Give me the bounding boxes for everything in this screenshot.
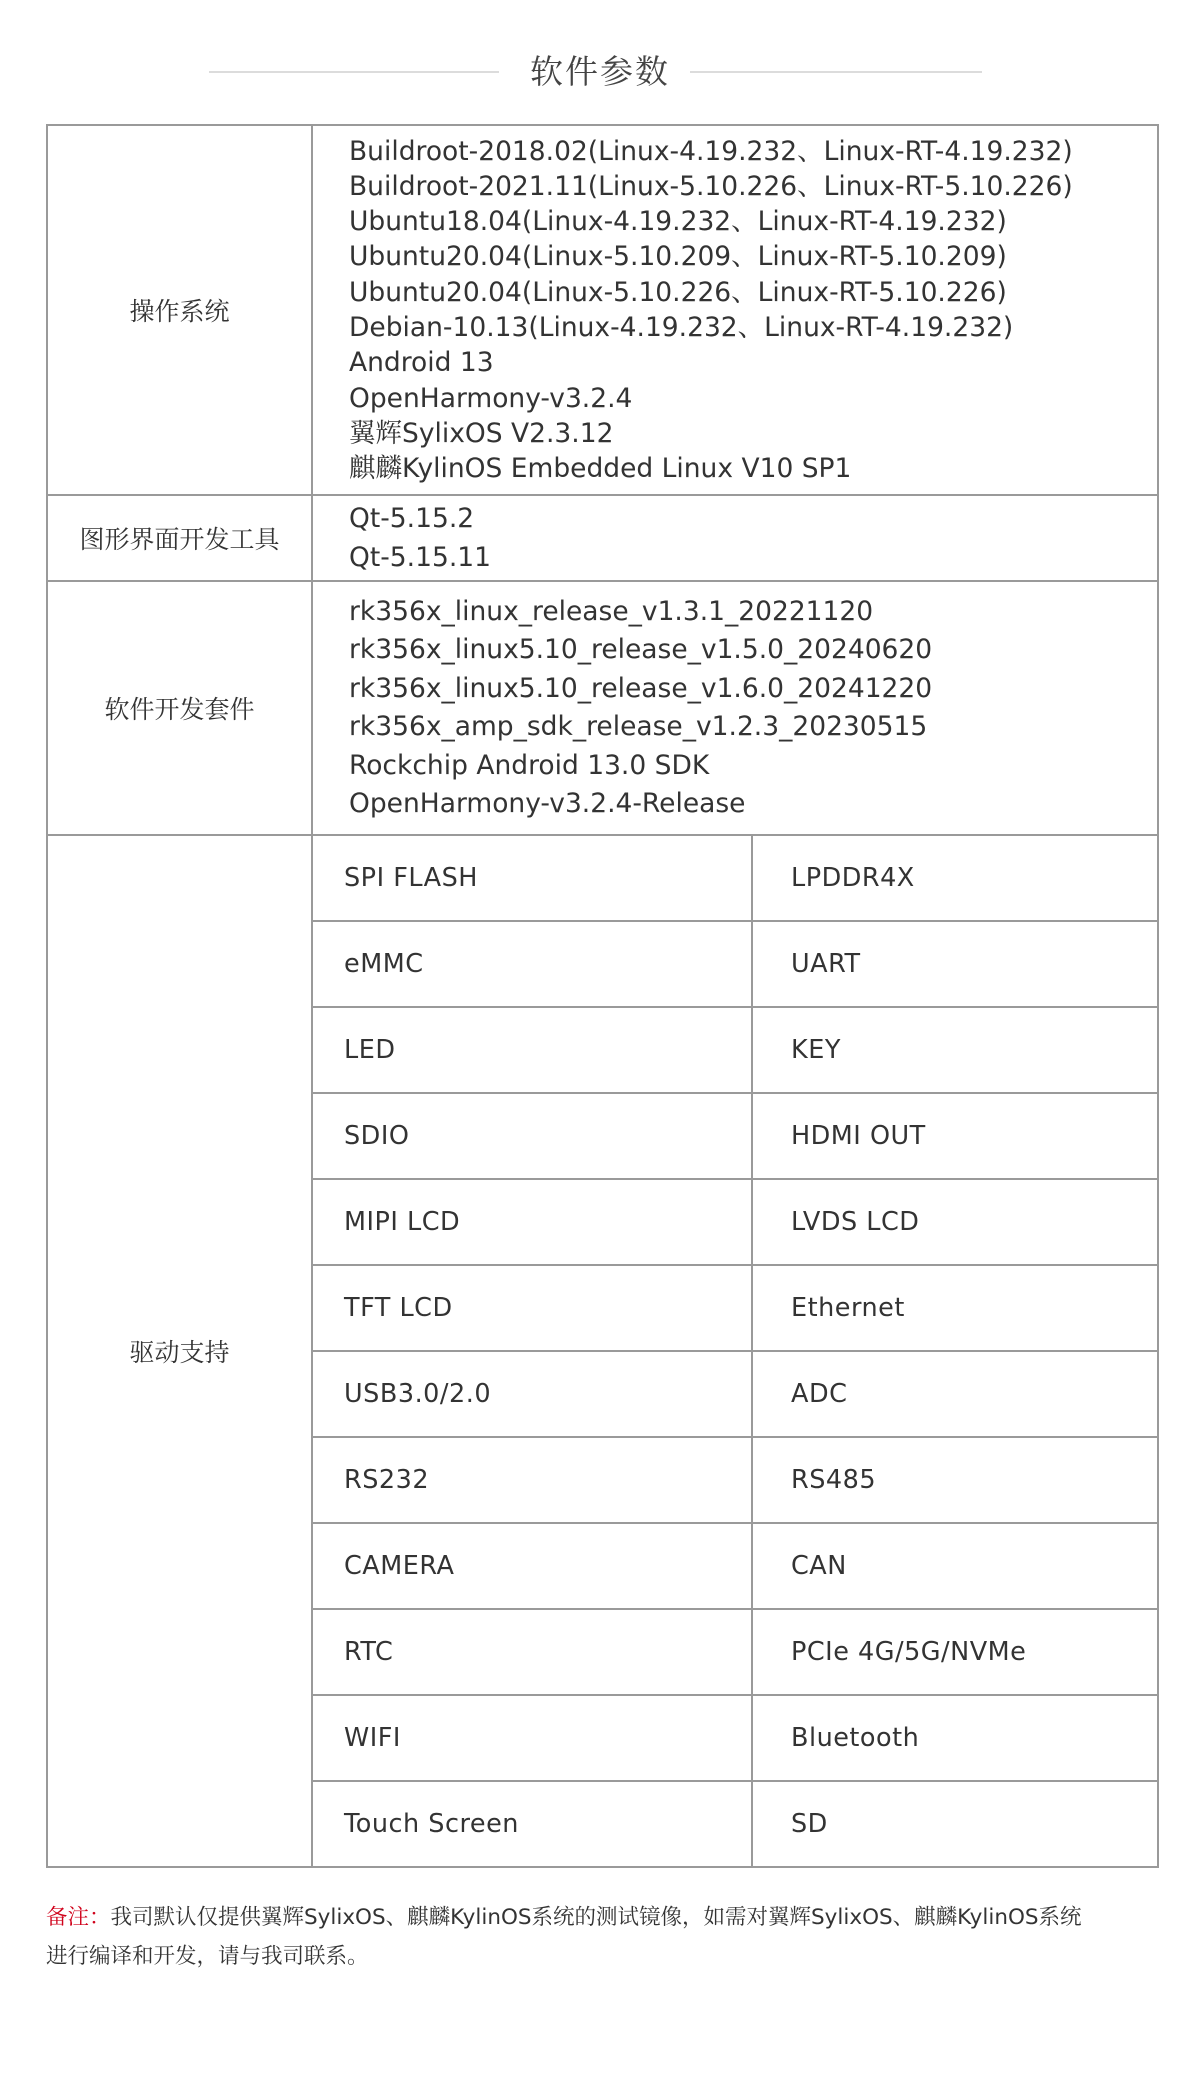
driver-cell: SDIO [312, 1093, 752, 1179]
footnote-prefix: 备注： [46, 1905, 111, 1930]
title-divider-right [690, 71, 982, 73]
driver-cell: Ethernet [752, 1265, 1158, 1351]
footnote-text: 我司默认仅提供翼辉SylixOS、麒麟KylinOS系统的测试镜像，如需对翼辉SylixOS、麒麟KylinOS系统 [110, 1905, 1082, 1930]
driver-cell: eMMC [312, 921, 752, 1007]
driver-cell: ADC [752, 1351, 1158, 1437]
os-item: 翼辉SylixOS V2.3.12 [349, 417, 614, 449]
os-row [47, 125, 1158, 495]
footnote-line-1 [46, 1898, 1161, 1937]
driver-cell: UART [752, 921, 1158, 1007]
drivers-label: 驱动支持 [47, 835, 312, 1867]
section-header [0, 50, 1200, 94]
footnote [46, 1898, 1161, 1976]
driver-cell: RS485 [752, 1437, 1158, 1523]
driver-cell: WIFI [312, 1695, 752, 1781]
os-item: Debian-10.13(Linux-4.19.232、Linux-RT-4.19.232) [349, 312, 1014, 343]
os-item: 麒麟KylinOS Embedded Linux V10 SP1 [349, 453, 852, 485]
sdk-item: Rockchip Android 13.0 SDK [349, 749, 710, 781]
driver-cell: CAN [752, 1523, 1158, 1609]
os-item: Buildroot-2018.02(Linux-4.19.232、Linux-RT-4.19.232) [349, 135, 1073, 167]
driver-cell: USB3.0/2.0 [312, 1351, 752, 1437]
sdk-item: rk356x_linux5.10_release_v1.6.0_20241220 [349, 672, 933, 704]
spec-table [46, 124, 1159, 1868]
driver-cell: MIPI LCD [312, 1179, 752, 1265]
driver-cell: SPI FLASH [312, 835, 752, 921]
driver-cell: RS232 [312, 1437, 752, 1523]
driver-cell: SD [752, 1781, 1158, 1867]
os-list [312, 125, 1158, 495]
os-item: OpenHarmony-v3.2.4 [349, 382, 633, 414]
driver-row [47, 835, 1158, 921]
os-item: Ubuntu18.04(Linux-4.19.232、Linux-RT-4.19.232) [349, 206, 1007, 238]
sdk-item: rk356x_linux_release_v1.3.1_20221120 [349, 595, 874, 627]
driver-cell: HDMI OUT [752, 1093, 1158, 1179]
footnote-line-2: 进行编译和开发，请与我司联系。 [46, 1944, 369, 1969]
gui-list [312, 495, 1158, 581]
sdk-item: rk356x_linux5.10_release_v1.5.0_20240620 [349, 634, 933, 665]
sdk-item: rk356x_amp_sdk_release_v1.2.3_20230515 [349, 711, 928, 742]
gui-row [47, 495, 1158, 581]
sdk-list [312, 581, 1158, 835]
driver-cell: LED [312, 1007, 752, 1093]
driver-cell: Touch Screen [312, 1781, 752, 1867]
driver-cell: TFT LCD [312, 1265, 752, 1351]
driver-cell: LVDS LCD [752, 1179, 1158, 1265]
os-item: Android 13 [349, 347, 494, 379]
gui-label: 图形界面开发工具 [47, 495, 312, 581]
sdk-label: 软件开发套件 [47, 581, 312, 835]
os-item: Buildroot-2021.11(Linux-5.10.226、Linux-RT-5.10.226) [349, 170, 1073, 202]
os-label: 操作系统 [47, 125, 312, 495]
os-item: Ubuntu20.04(Linux-5.10.209、Linux-RT-5.10.209) [349, 241, 1007, 273]
sdk-item: OpenHarmony-v3.2.4-Release [349, 788, 746, 819]
sdk-row [47, 581, 1158, 835]
driver-cell: LPDDR4X [752, 835, 1158, 921]
gui-item: Qt-5.15.11 [349, 542, 491, 573]
os-item: Ubuntu20.04(Linux-5.10.226、Linux-RT-5.10.226) [349, 276, 1007, 308]
driver-cell: Bluetooth [752, 1695, 1158, 1781]
driver-cell: CAMERA [312, 1523, 752, 1609]
driver-cell: KEY [752, 1007, 1158, 1093]
gui-item: Qt-5.15.2 [349, 503, 475, 534]
driver-cell: PCIe 4G/5G/NVMe [752, 1609, 1158, 1695]
driver-cell: RTC [312, 1609, 752, 1695]
page-title: 软件参数 [530, 52, 670, 91]
